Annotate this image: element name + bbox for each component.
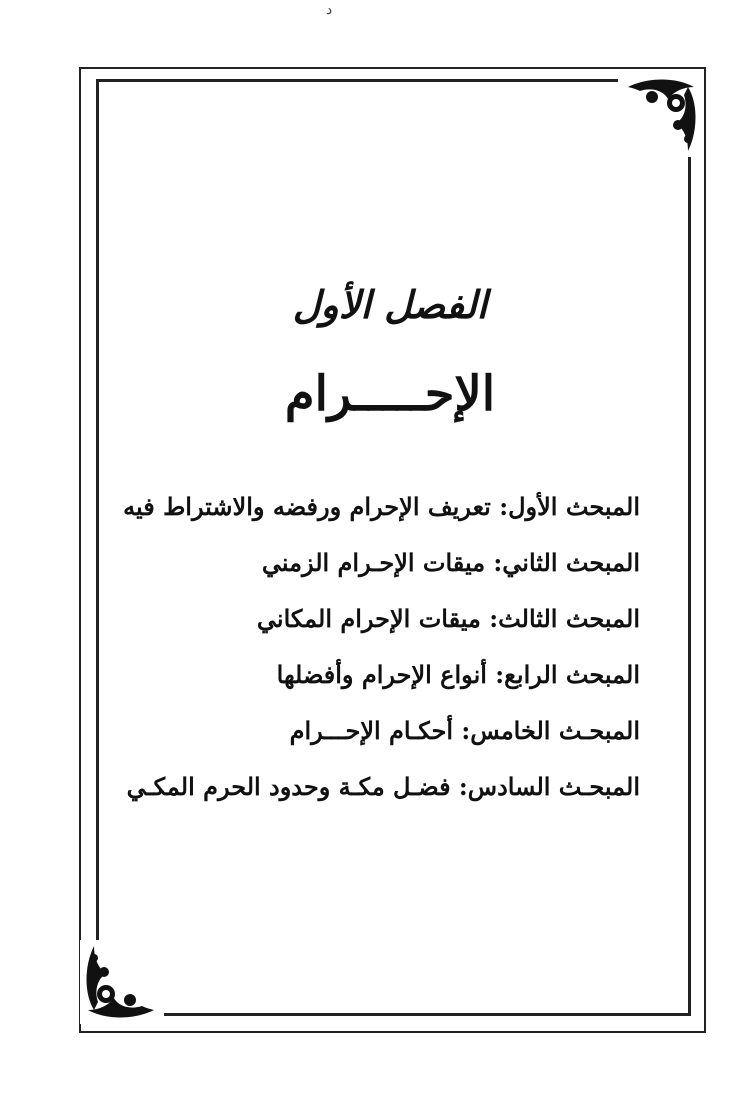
section-item [110,479,640,535]
section-item [110,647,640,703]
section-item [110,759,640,815]
section-title: فضـل مكـة وحدود الحرم المكـي [126,772,451,801]
section-item [110,535,640,591]
section-title: تعريف الإحرام ورفضه والاشتراط فيه [123,492,491,521]
section-title: ميقات الإحرام المكاني [256,604,481,633]
page-mark: د [326,2,333,18]
section-item [110,703,640,759]
section-title: ميقات الإحـرام الزمني [261,548,486,577]
section-item [110,591,640,647]
section-label: المبحـث السادس: [458,772,640,801]
section-label: المبحث الثالث: [489,604,640,633]
section-title: أنواع الإحرام وأفضلها [276,660,487,689]
topic-title: الإحـــــرام [284,366,496,422]
sections-list [110,479,670,815]
section-label: المبحث الرابع: [495,660,640,689]
chapter-heading: الفصل الأول [292,282,488,327]
section-label: المبحث الثاني: [493,548,640,577]
chapter-content [110,275,670,815]
section-label: المبحـث الخامس: [461,716,640,745]
section-label: المبحث الأول: [499,492,640,521]
floral-corner-icon [618,73,702,157]
floral-corner-icon [80,940,164,1024]
section-title: أحكـام الإحـــرام [289,716,453,745]
